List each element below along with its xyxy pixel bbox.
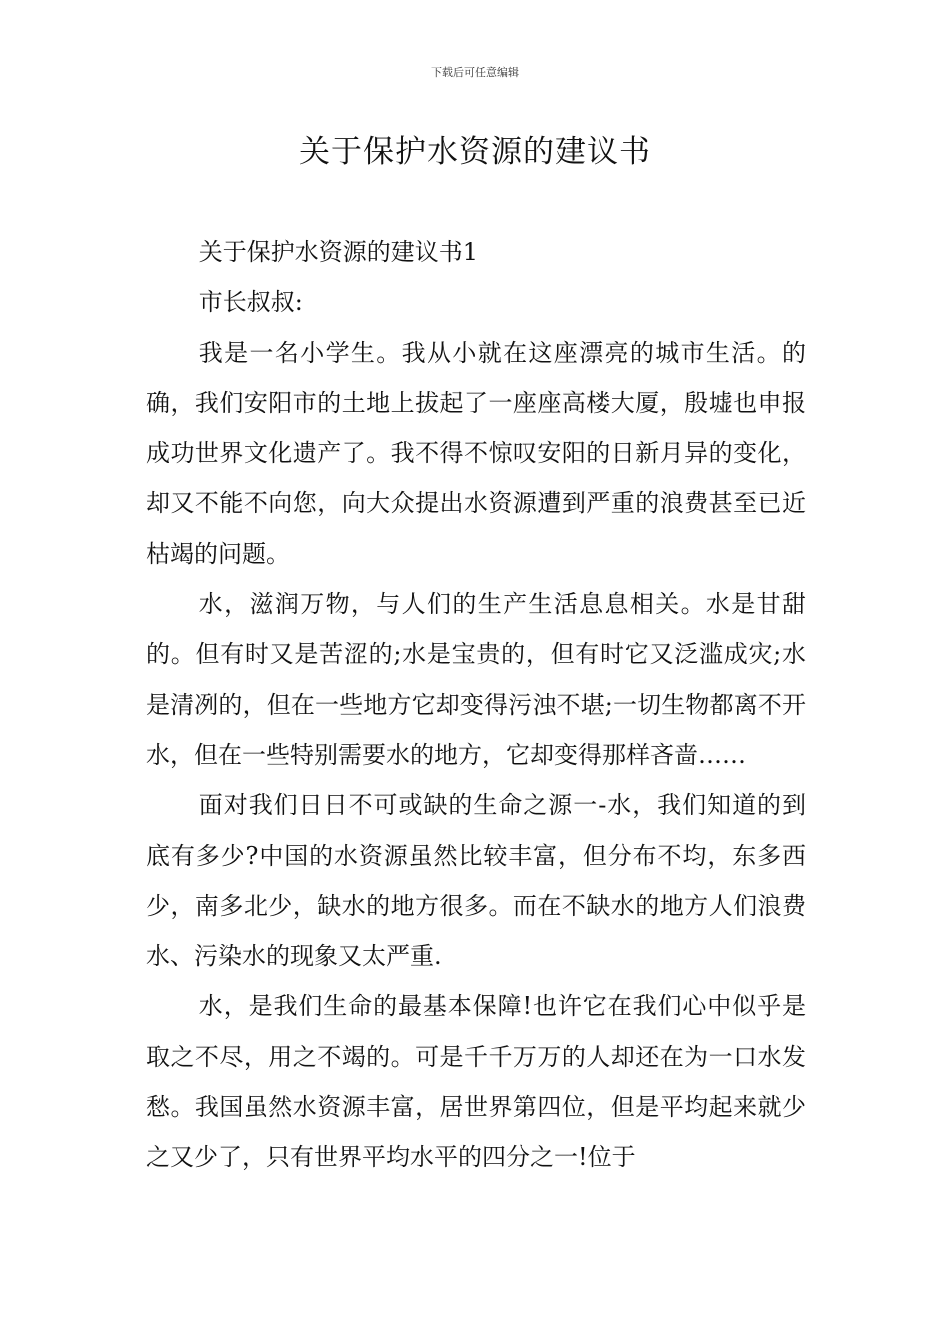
paragraph-1: 我是一名小学生。我从小就在这座漂亮的城市生活。的确，我们安阳市的土地上拔起了一座座高楼大厦，殷墟也申报成功世界文化遗产了。我不得不惊叹安阳的日新月异的变化，却又不能不向您，向大众提出水资源遭到严重的浪费甚至已近枯竭的问题。: [146, 338, 806, 568]
paragraph-3: 面对我们日日不可或缺的生命之源一-水，我们知道的到底有多少?中国的水资源虽然比较丰富，但分布不均，东多西少，南多北少，缺水的地方很多。而在不缺水的地方人们浪费水、污染水的现象又太严重.: [146, 791, 806, 971]
salutation: 市长叔叔:: [198, 288, 303, 317]
paragraph-2: 水，滋润万物，与人们的生产生活息息相关。水是甘甜的。但有时又是苦涩的;水是宝贵的，但有时它又泛滥成灾;水是清冽的，但在一些地方它却变得污浊不堪;一切生物都离不开水，但在一些特别需要水的地方，它却变得那样吝啬……: [146, 590, 806, 769]
document-subtitle: 关于保护水资源的建议书1: [198, 238, 479, 266]
document-body: [146, 227, 806, 1183]
paragraph-4: 水，是我们生命的最基本保障!也许它在我们心中似乎是取之不尽，用之不竭的。可是千千万万的人却还在为一口水发愁。我国虽然水资源丰富，居世界第四位，但是平均起来就少之又少了，只有世界平均水平的四分之一!位于: [146, 992, 806, 1172]
header-note: 下载后可任意编辑: [431, 66, 519, 79]
document-title: 关于保护水资源的建议书: [299, 134, 651, 170]
